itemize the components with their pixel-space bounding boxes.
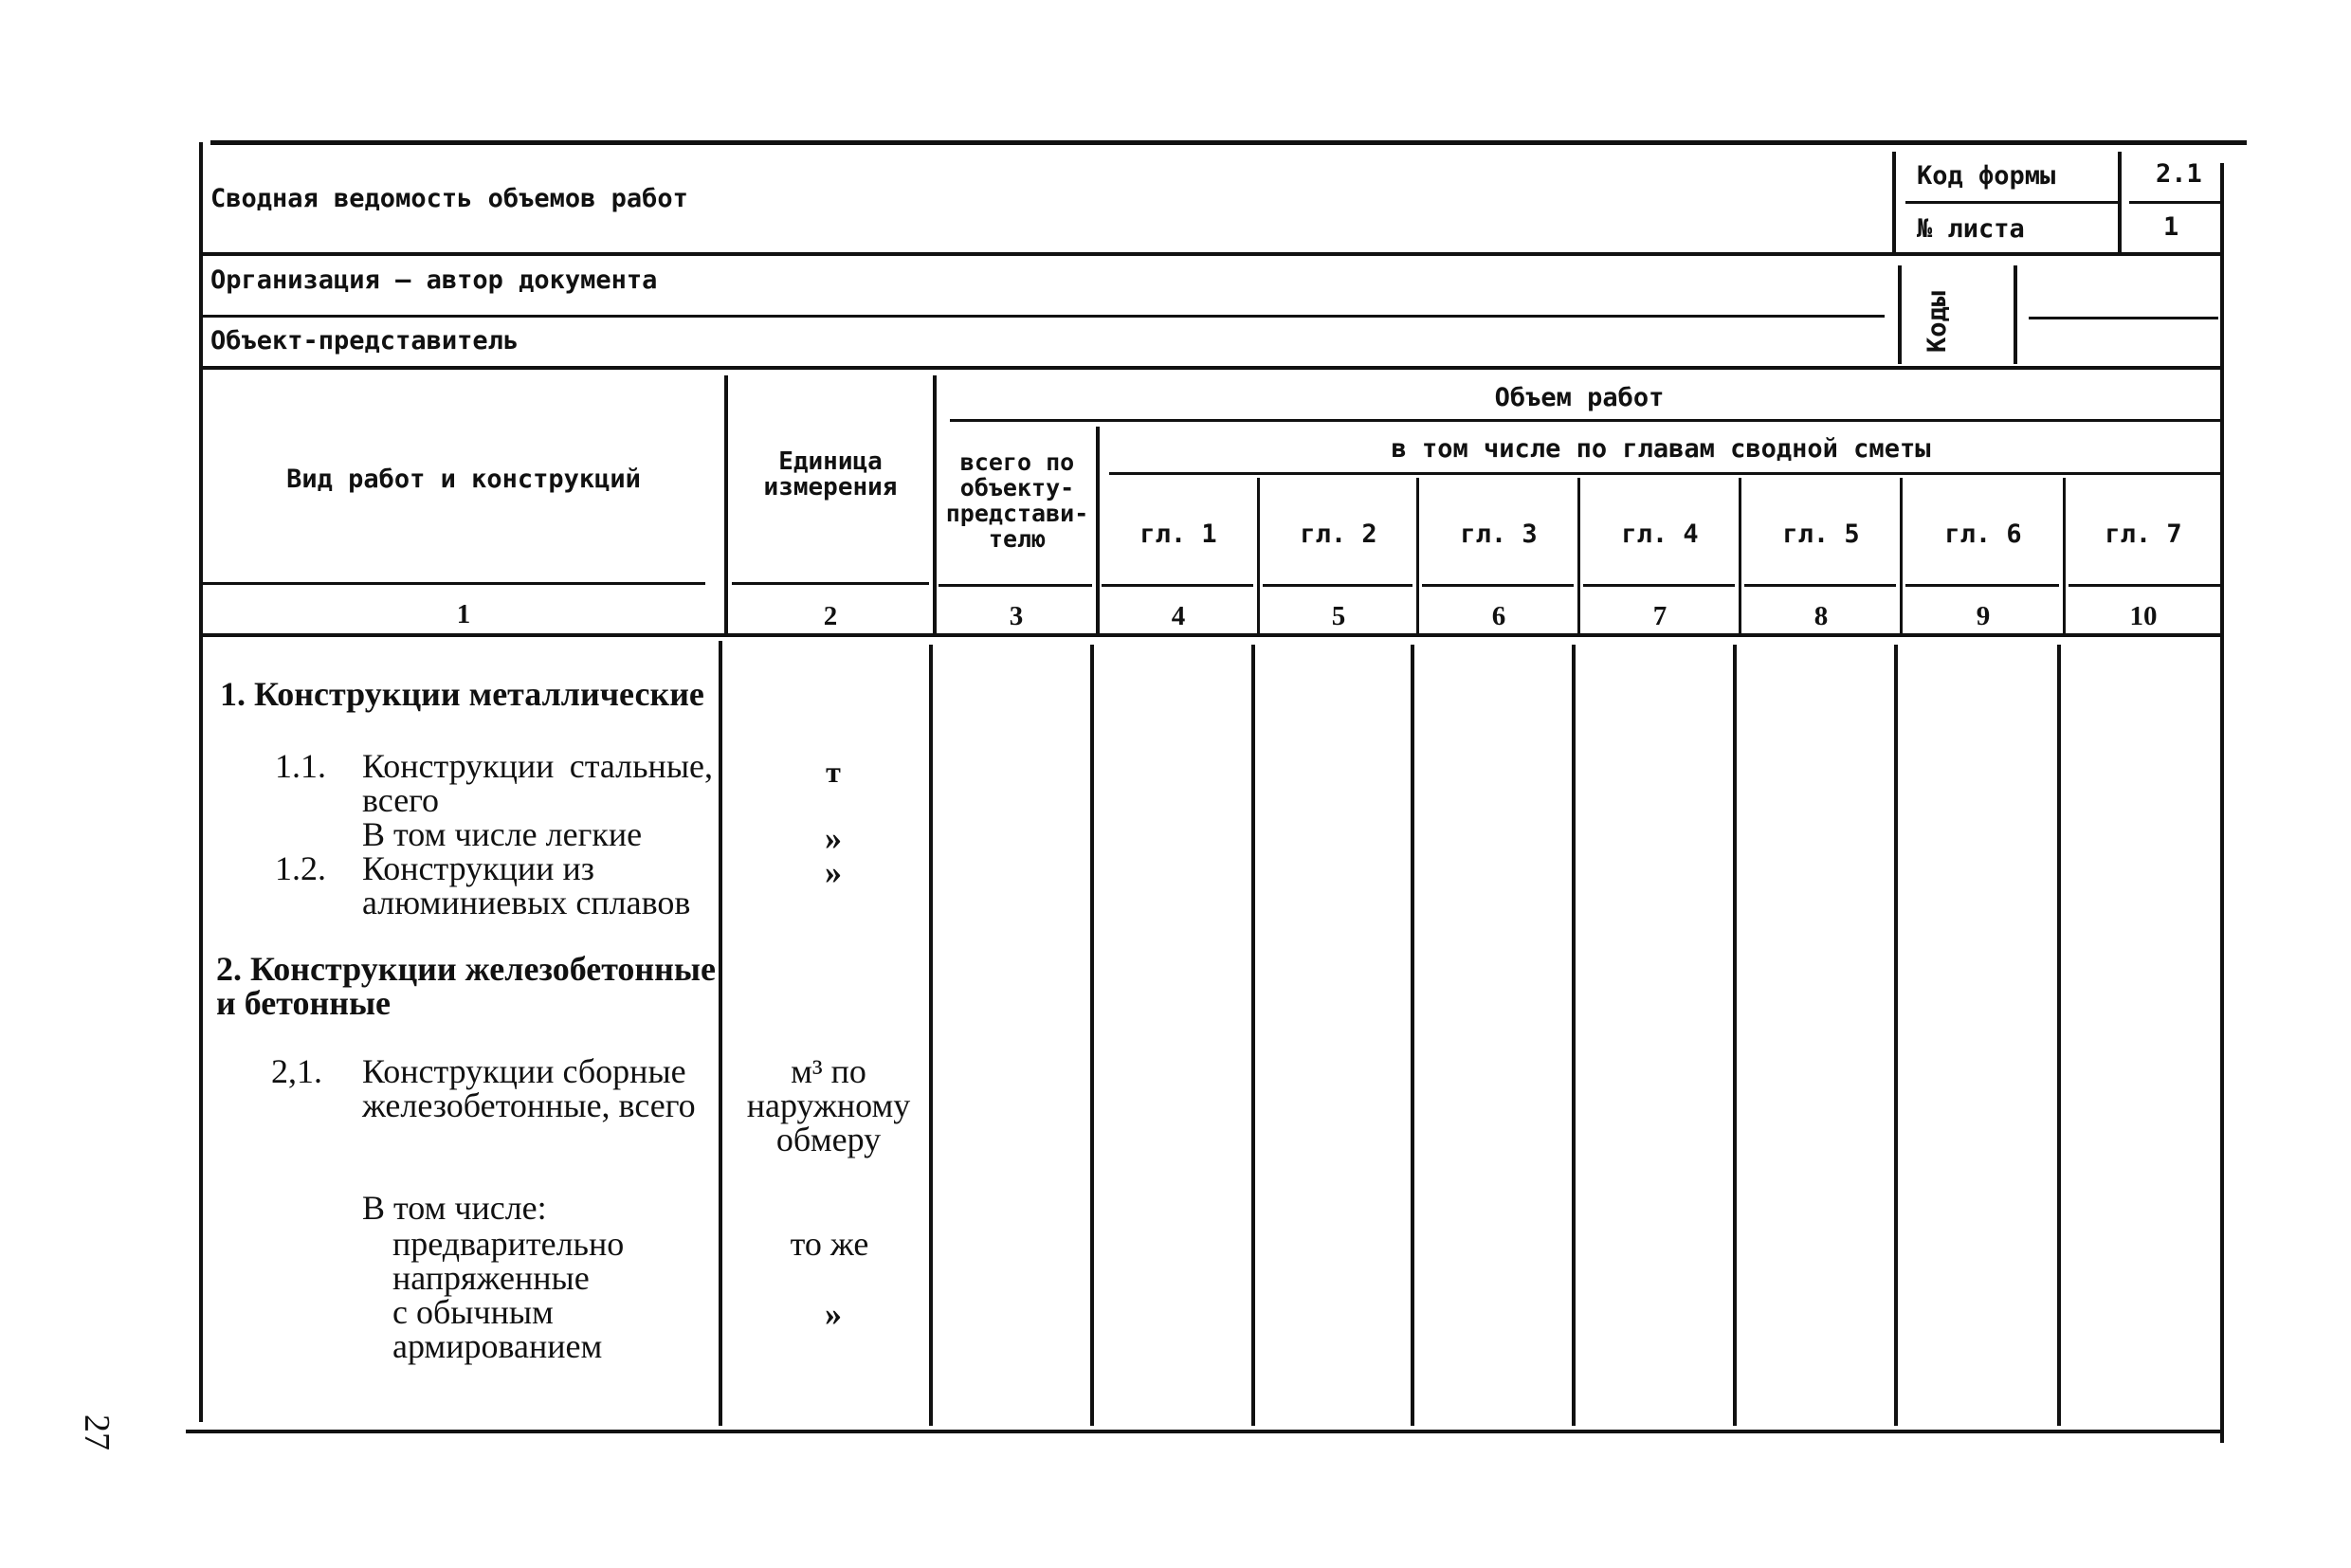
column-header-work-type: Вид работ и конструкций <box>286 465 641 494</box>
row-1-1-sub-text: В том числе легкие <box>362 815 643 853</box>
column-number-8: 8 <box>1813 601 1829 631</box>
codes-label: Коды <box>1923 290 1952 353</box>
column-header-ch1: гл. 1 <box>1139 520 1217 549</box>
document-title: Сводная ведомость объемов работ <box>210 184 688 213</box>
column-header-ch6: гл. 6 <box>1944 520 2022 549</box>
row-prestressed-unit: то же <box>790 1225 869 1263</box>
row-2-1-unit: м³ по наружному обмеру <box>746 1052 911 1158</box>
row-1-1-text: Конструкции стальные, всего <box>362 747 713 819</box>
column-number-2: 2 <box>823 601 838 631</box>
row-1-2-text: Конструкции из алюминиевых сплавов <box>362 849 691 921</box>
column-number-9: 9 <box>1976 601 1991 631</box>
column-header-ch7: гл. 7 <box>2105 520 2182 549</box>
row-1-1-sub-unit: » <box>825 819 842 857</box>
page-number: 27 <box>77 1414 117 1450</box>
object-label: Объект-представитель <box>210 326 519 356</box>
form-code-value: 2.1 <box>2156 159 2202 189</box>
row-2-1-number: 2,1. <box>271 1052 322 1090</box>
column-header-volume: Объем работ <box>1494 383 1665 412</box>
column-header-total: всего по объекту- представи- телю <box>945 448 1089 553</box>
sheet-number-value: 1 <box>2163 212 2179 242</box>
row-1-1-unit: т <box>826 755 841 789</box>
included-label: В том числе: <box>362 1189 547 1227</box>
column-number-1: 1 <box>456 599 471 629</box>
row-1-2-unit: » <box>825 853 842 891</box>
column-number-3: 3 <box>1009 601 1024 631</box>
row-ordinary-unit: » <box>825 1295 842 1333</box>
column-header-ch4: гл. 4 <box>1621 520 1699 549</box>
column-number-10: 10 <box>2129 601 2158 631</box>
section-2-title: 2. Конструкции железобетонные и бетонные <box>216 950 716 1022</box>
column-header-ch5: гл. 5 <box>1782 520 1860 549</box>
row-1-2-number: 1.2. <box>275 849 326 887</box>
column-number-6: 6 <box>1491 601 1506 631</box>
row-1-1-number: 1.1. <box>275 747 326 785</box>
organization-label: Организация — автор документа <box>210 265 658 295</box>
column-header-ch3: гл. 3 <box>1460 520 1538 549</box>
column-number-4: 4 <box>1171 601 1186 631</box>
row-ordinary-text: с обычным армированием <box>392 1293 603 1365</box>
row-2-1-text: Конструкции сборные железобетонные, всего <box>362 1052 696 1124</box>
column-header-unit: Единица измерения <box>763 447 898 501</box>
section-1-title: 1. Конструкции металлические <box>220 675 704 713</box>
row-prestressed-text: предварительно напряженные <box>392 1225 625 1297</box>
sheet-number-label: № листа <box>1917 214 2025 244</box>
form-code-label: Код формы <box>1917 161 2056 191</box>
column-number-7: 7 <box>1652 601 1668 631</box>
column-header-ch2: гл. 2 <box>1300 520 1377 549</box>
column-number-5: 5 <box>1331 601 1346 631</box>
column-header-chapters: в том числе по главам сводной сметы <box>1391 434 1931 464</box>
